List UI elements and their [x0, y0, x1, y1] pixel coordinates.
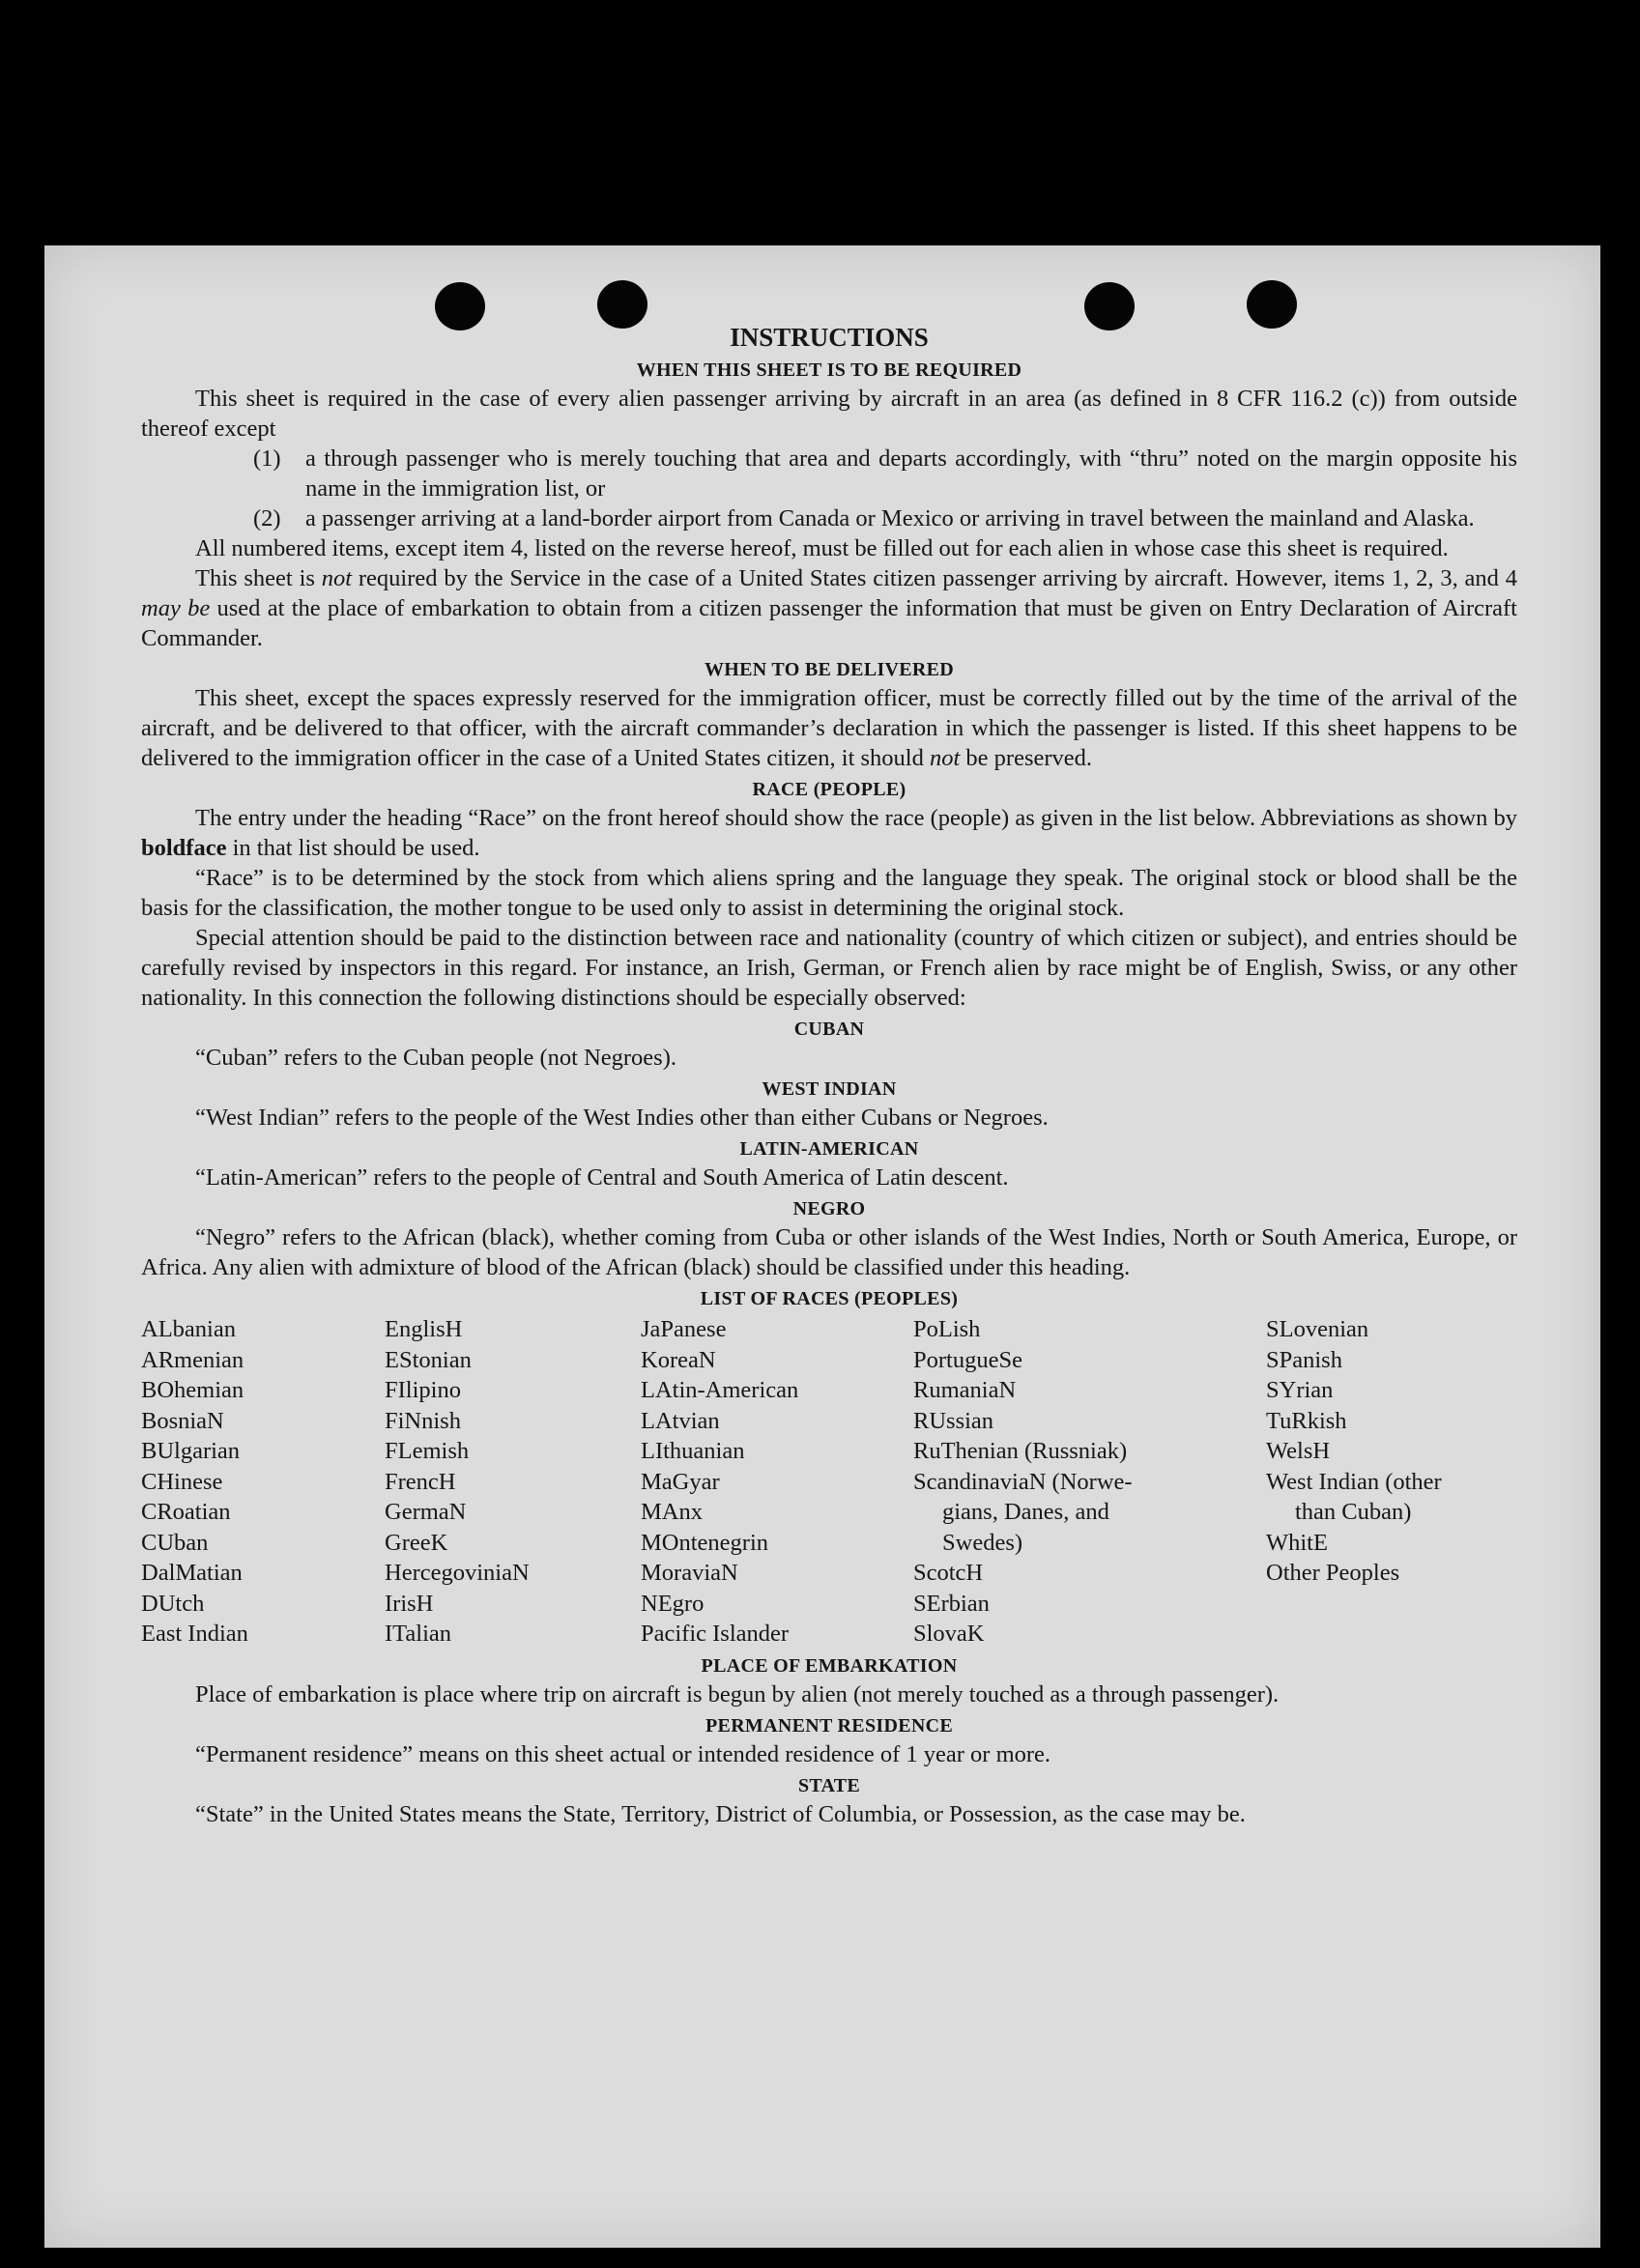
heading-permanent-residence: PERMANENT RESIDENCE [705, 1714, 953, 1737]
page-title: INSTRUCTIONS [730, 323, 929, 352]
instructions-content [141, 321, 1517, 1829]
race-column-5 [1266, 1314, 1517, 1650]
race-item: PortugueSe [913, 1346, 1022, 1373]
race-item: than Cuban) [1295, 1499, 1412, 1525]
required-intro: This sheet is required in the case of every alien passenger arriving by aircraft in an area (as defined in 8 CFR 116.2 (c)) from outside thereof except [141, 386, 1517, 442]
race-item: FrencH [385, 1468, 456, 1495]
race-item: FIlipino [385, 1377, 461, 1403]
race-item: DalMatian [141, 1560, 243, 1586]
exception-text: a through passenger who is merely touching that area and departs accordingly, with “thru” noted on the margin opposite his name in the immigration list, or [305, 445, 1517, 502]
race-item: KoreaN [641, 1346, 716, 1373]
race-item: MOntenegrin [641, 1529, 768, 1556]
definition-cuban: “Cuban” refers to the Cuban people (not Negroes). [195, 1045, 676, 1071]
race-item: gians, Danes, and [942, 1499, 1109, 1525]
heading-list-of-races: LIST OF RACES (PEOPLES) [700, 1288, 959, 1309]
race-item: LAtin-American [641, 1377, 799, 1403]
race-item: NEgro [641, 1590, 705, 1617]
race-item: BosniaN [141, 1407, 224, 1434]
race-item: JaPanese [641, 1316, 727, 1342]
race-list [141, 1314, 1517, 1650]
definition-negro: “Negro” refers to the African (black), whether coming from Cuba or other islands of the West Indies, North or South America, Europe, or Africa. Any alien with admixture of blood of the African (black) should be classified under this heading. [141, 1224, 1517, 1280]
state-paragraph: “State” in the United States means the State, Territory, District of Columbia, or Possession, as the case may be. [195, 1800, 1246, 1827]
race-item: PoLish [913, 1316, 981, 1342]
race-paragraph-3: Special attention should be paid to the distinction between race and nationality (country of which citizen or subject), and entries should be carefully revised by inspectors in this regard. For instance, an Irish, German, or French alien by race might be of English, Swiss, or any other nationality. In this connection the following distinctions should be especially observed: [141, 925, 1517, 1011]
race-item: FLemish [385, 1438, 470, 1464]
race-item: CUban [141, 1529, 209, 1556]
race-paragraph-2: “Race” is to be determined by the stock from which aliens spring and the language they speak. The original stock or blood shall be the basis for the classification, the mother tongue to be used only to assist in determining the original stock. [141, 865, 1517, 921]
race-item: MoraviaN [641, 1560, 738, 1586]
race-column-1 [141, 1314, 385, 1650]
heading-west-indian: WEST INDIAN [762, 1078, 897, 1100]
race-item: SlovaK [913, 1621, 985, 1647]
race-item: Swedes) [942, 1529, 1023, 1556]
heading-negro: NEGRO [792, 1198, 866, 1220]
race-item: SLovenian [1266, 1316, 1369, 1342]
race-item: IrisH [385, 1590, 434, 1617]
numbered-items-paragraph: All numbered items, except item 4, listed on the reverse hereof, must be filled out for each alien in whose case this sheet is required. [195, 535, 1449, 561]
race-item: SPanish [1266, 1346, 1342, 1373]
race-item: RumaniaN [913, 1377, 1017, 1403]
race-item: ScotcH [913, 1560, 984, 1586]
race-item: DUtch [141, 1590, 205, 1617]
race-item: ScandinaviaN (Norwe- [913, 1468, 1133, 1495]
exception-number: (1) [253, 445, 281, 472]
race-item: BUlgarian [141, 1438, 241, 1464]
race-item: ALbanian [141, 1316, 236, 1342]
heading-state: STATE [797, 1774, 861, 1796]
race-column-2 [385, 1314, 641, 1650]
race-item: BOhemian [141, 1377, 245, 1403]
race-column-3 [641, 1314, 913, 1650]
race-item: FiNnish [385, 1407, 461, 1434]
heading-when-required: WHEN THIS SHEET IS TO BE REQUIRED [636, 359, 1022, 381]
heading-cuban: CUBAN [793, 1019, 865, 1040]
exception-item [253, 503, 1517, 533]
heading-race: RACE (PEOPLE) [752, 779, 906, 800]
heading-when-delivered: WHEN TO BE DELIVERED [704, 659, 955, 680]
race-item: CHinese [141, 1468, 223, 1495]
heading-place-of-embarkation: PLACE OF EMBARKATION [701, 1654, 958, 1677]
delivered-paragraph: This sheet, except the spaces expressly reserved for the immigration officer, must be correctly filled out by the time of the arrival of the aircraft, and be delivered to that officer, with the aircraft commander’s declaration in which the passenger is listed. If this sheet happens to be delivered to the immigration officer in the case of a United States citizen, it should not be preserved. [141, 685, 1517, 771]
race-item: LAtvian [641, 1407, 720, 1434]
race-item: HercegoviniaN [385, 1560, 530, 1586]
race-item: ITalian [385, 1621, 452, 1647]
race-item: Pacific Islander [641, 1621, 790, 1647]
definition-west-indian: “West Indian” refers to the people of the West Indies other than either Cubans or Negroes. [195, 1105, 1049, 1131]
race-item: SErbian [913, 1590, 990, 1617]
exception-number: (2) [253, 505, 281, 531]
race-item: CRoatian [141, 1499, 231, 1525]
race-item: WelsH [1266, 1438, 1331, 1464]
race-item: ARmenian [141, 1346, 245, 1373]
document-sheet [44, 245, 1600, 2248]
race-item: RuThenian (Russniak) [913, 1438, 1128, 1464]
race-column-4 [913, 1314, 1266, 1650]
race-item: East Indian [141, 1621, 248, 1647]
race-item: MaGyar [641, 1468, 720, 1495]
race-item: GreeK [385, 1529, 448, 1556]
exception-text: a passenger arriving at a land-border airport from Canada or Mexico or arriving in travel between the mainland and Alaska. [305, 505, 1475, 531]
race-item: Other Peoples [1266, 1560, 1400, 1586]
residence-paragraph: “Permanent residence” means on this sheet actual or intended residence of 1 year or more. [195, 1740, 1051, 1767]
race-item: MAnx [641, 1499, 703, 1525]
race-item: RUssian [913, 1407, 994, 1434]
embarkation-paragraph: Place of embarkation is place where trip on aircraft is begun by alien (not merely touched as a through passenger). [195, 1680, 1280, 1708]
race-item: TuRkish [1266, 1407, 1347, 1434]
race-item: West Indian (other [1266, 1468, 1442, 1495]
race-item: WhitE [1266, 1529, 1328, 1556]
race-item: EStonian [385, 1346, 472, 1373]
race-item: EnglisH [385, 1316, 463, 1342]
exception-item [253, 444, 1517, 503]
definition-latin-american: “Latin-American” refers to the people of Central and South America of Latin descent. [195, 1164, 1009, 1191]
heading-latin-american: LATIN-AMERICAN [739, 1138, 919, 1160]
race-item: LIthuanian [641, 1438, 745, 1464]
race-item: GermaN [385, 1499, 467, 1525]
citizen-paragraph: This sheet is not required by the Service in the case of a United States citizen passenger arriving by aircraft. However, items 1, 2, 3, and 4 may be used at the place of embarkation to obtain from a citizen passenger the information that must be given on Entry Declaration of Aircraft Commander. [141, 565, 1517, 651]
race-paragraph-1: The entry under the heading “Race” on the front hereof should show the race (people) as given in the list below. Abbreviations as shown by boldface in that list should be used. [141, 805, 1517, 861]
race-item: SYrian [1266, 1377, 1334, 1403]
